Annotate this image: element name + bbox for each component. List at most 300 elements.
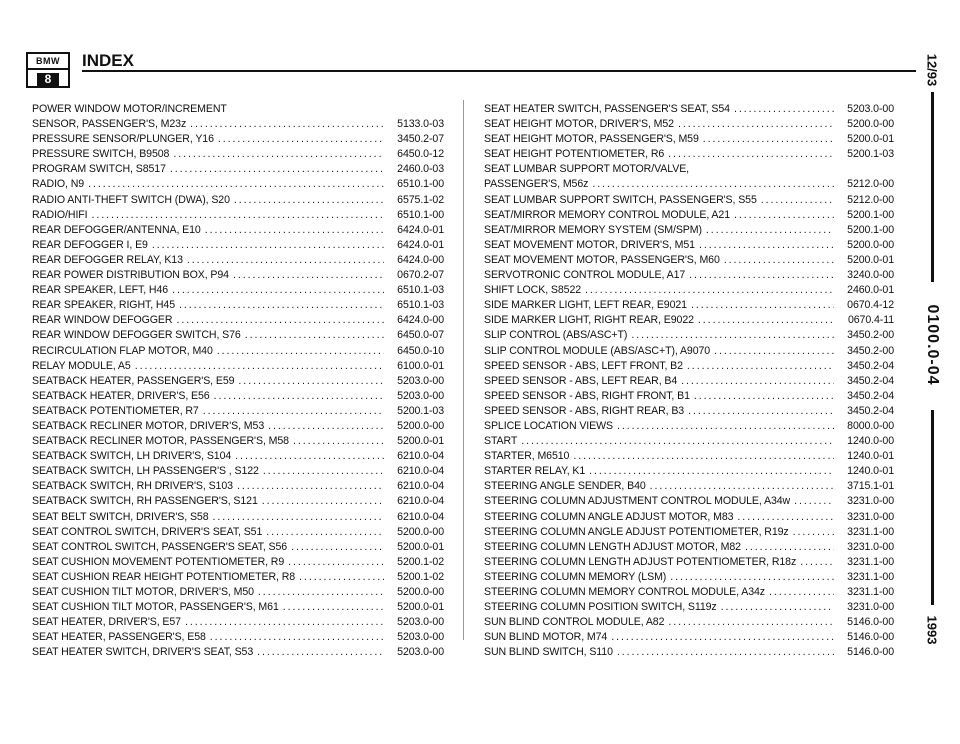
index-entry (32, 253, 444, 268)
dot-leader (724, 253, 834, 268)
entry-name: SHIFT LOCK, S8522 (484, 284, 582, 297)
index-entry (32, 313, 444, 328)
entry-name: SEAT HEATER SWITCH, PASSENGER'S SEAT, S54 (484, 103, 730, 115)
logo-series-mark: 8 (37, 73, 60, 86)
index-entry (484, 102, 894, 117)
dot-leader (687, 359, 834, 374)
entry-name: SPEED SENSOR - ABS, LEFT FRONT, B2 (484, 359, 683, 372)
entry-page-code: 5200.1-00 (847, 223, 894, 236)
dot-leader (263, 464, 384, 479)
dot-leader (268, 419, 384, 434)
bmw-8-series-logo (26, 52, 70, 88)
dot-leader (283, 600, 384, 615)
entry-page-code: 3450.2-07 (397, 133, 444, 146)
entry-page-code: 6210.0-04 (397, 510, 444, 523)
entry-name: SEAT CONTROL SWITCH, DRIVER'S SEAT, S51 (32, 525, 263, 538)
entry-page-code: 6450.0-07 (397, 329, 444, 342)
entry-name: SEAT CUSHION TILT MOTOR, DRIVER'S, M50 (32, 586, 254, 598)
index-entry (484, 117, 894, 132)
dot-leader (179, 298, 384, 313)
index-entry (32, 359, 444, 374)
sidebar-year: 1993 (924, 615, 940, 645)
entry-page-code: 2460.0-01 (847, 284, 894, 297)
dot-leader (689, 268, 834, 283)
dot-leader (670, 570, 834, 585)
index-entry (32, 630, 444, 645)
entry-page-code: 6210.0-04 (397, 465, 444, 478)
entry-page-code: 3450.2-00 (847, 329, 894, 342)
index-entry (484, 540, 894, 555)
index-entry (32, 268, 444, 283)
dot-leader (210, 630, 384, 645)
entry-page-code: 5200.0-00 (397, 525, 444, 538)
entry-name: POWER WINDOW MOTOR/INCREMENT (32, 103, 227, 115)
entry-name: SEAT/MIRROR MEMORY CONTROL MODULE, A21 (484, 208, 730, 221)
entry-name: STEERING COLUMN POSITION SWITCH, S119z (484, 601, 717, 614)
entry-name: SEAT CUSHION TILT MOTOR, PASSENGER'S, M61 (32, 601, 279, 614)
entry-name: SPEED SENSOR - ABS, LEFT REAR, B4 (484, 374, 678, 387)
index-entry (484, 132, 894, 147)
dot-leader (699, 238, 834, 253)
entry-page-code: 5146.0-00 (847, 616, 894, 629)
entry-page-code: 8000.0-00 (847, 419, 894, 432)
entry-name: SIDE MARKER LIGHT, LEFT REAR, E9021 (484, 299, 687, 312)
entry-page-code: 0670.4-12 (847, 299, 894, 312)
entry-page-code: 6510.1-00 (397, 178, 444, 191)
dot-leader (92, 208, 384, 223)
dot-leader (266, 525, 384, 540)
entry-name: SEAT MOVEMENT MOTOR, DRIVER'S, M51 (484, 238, 695, 251)
entry-page-code: 6424.0-00 (397, 253, 444, 266)
entry-name: SEATBACK SWITCH, RH PASSENGER'S, S121 (32, 495, 258, 508)
entry-page-code: 3231.0-00 (847, 510, 894, 523)
index-entry (484, 600, 894, 615)
entry-name: SIDE MARKER LIGHT, RIGHT REAR, E9022 (484, 314, 694, 327)
entry-name: SEAT MOVEMENT MOTOR, PASSENGER'S, M60 (484, 253, 720, 266)
index-entry (32, 615, 444, 630)
dot-leader (800, 555, 834, 570)
entry-name: STEERING ANGLE SENDER, B40 (484, 480, 646, 493)
index-entry (484, 434, 894, 449)
index-entry (32, 344, 444, 359)
dot-leader (694, 389, 834, 404)
dot-leader (238, 374, 384, 389)
dot-leader (170, 162, 384, 177)
entry-name: STARTER, M6510 (484, 450, 570, 463)
index-entry (484, 570, 894, 585)
entry-page-code: 5200.0-00 (397, 419, 444, 432)
dot-leader (678, 117, 834, 132)
dot-leader (258, 585, 384, 600)
dot-leader (734, 102, 834, 117)
index-entry (484, 404, 894, 419)
dot-leader (617, 645, 834, 660)
entry-name: SLIP CONTROL (ABS/ASC+T) (484, 329, 628, 342)
entry-name: SEAT CUSHION MOVEMENT POTENTIOMETER, R9 (32, 555, 285, 568)
entry-page-code: 5203.0-00 (397, 389, 444, 402)
index-entry (484, 479, 894, 494)
entry-page-code: 6424.0-01 (397, 238, 444, 251)
entry-name: SEAT LUMBAR SUPPORT SWITCH, PASSENGER'S, S55 (484, 193, 757, 206)
entry-name: PRESSURE SENSOR/PLUNGER, Y16 (32, 133, 214, 146)
entry-page-code: 5200.1-03 (397, 404, 444, 417)
entry-name: SEATBACK HEATER, PASSENGER'S, E59 (32, 374, 235, 387)
page-sidebar (912, 50, 952, 650)
dot-leader (769, 585, 834, 600)
dot-leader (521, 434, 834, 449)
index-entry (32, 570, 444, 585)
entry-name: REAR WINDOW DEFOGGER (32, 314, 173, 327)
entry-name: SEAT/MIRROR MEMORY SYSTEM (SM/SPM) (484, 223, 702, 236)
page-title: INDEX (82, 51, 134, 70)
entry-page-code: 2460.0-03 (397, 163, 444, 176)
index-entry (484, 162, 894, 177)
dot-leader (714, 344, 834, 359)
entry-page-code: 5200.0-01 (397, 540, 444, 553)
entry-name: STEERING COLUMN MEMORY CONTROL MODULE, A34z (484, 586, 765, 598)
entry-page-code: 6210.0-04 (397, 480, 444, 493)
entry-page-code: 1240.0-01 (847, 465, 894, 478)
entry-name: REAR DEFOGGER I, E9 (32, 238, 148, 251)
entry-page-code: 5133.0-03 (397, 118, 444, 131)
entry-page-code: 3715.1-01 (847, 480, 894, 493)
entry-name: SEAT LUMBAR SUPPORT MOTOR/VALVE, (484, 163, 690, 176)
index-entry (32, 510, 444, 525)
entry-page-code: 5200.0-01 (847, 133, 894, 146)
entry-name: SUN BLIND CONTROL MODULE, A82 (484, 616, 665, 629)
dot-leader (299, 570, 384, 585)
entry-page-code: 6424.0-01 (397, 223, 444, 236)
entry-page-code: 5203.0-00 (397, 631, 444, 644)
entry-page-code: 5200.0-00 (397, 586, 444, 598)
entry-page-code: 3231.1-00 (847, 525, 894, 538)
index-entry (484, 268, 894, 283)
entry-name: STEERING COLUMN LENGTH ADJUST MOTOR, M82 (484, 540, 741, 553)
dot-leader (573, 449, 834, 464)
entry-name: RADIO ANTI-THEFT SWITCH (DWA), S20 (32, 193, 230, 206)
dot-leader (257, 645, 384, 660)
page-header (26, 52, 916, 88)
entry-name: SEAT HEATER, PASSENGER'S, E58 (32, 631, 206, 644)
entry-name: SEAT HEIGHT MOTOR, PASSENGER'S, M59 (484, 133, 699, 146)
index-entry (32, 645, 444, 660)
entry-name: SEAT HEIGHT POTENTIOMETER, R6 (484, 148, 665, 161)
dot-leader (176, 313, 384, 328)
dot-leader (681, 374, 834, 389)
index-entry (484, 238, 894, 253)
dot-leader (205, 223, 384, 238)
dot-leader (235, 449, 384, 464)
dot-leader (617, 419, 834, 434)
index-entry (484, 283, 894, 298)
sidebar-rule-bottom (931, 410, 934, 605)
entry-name: STEERING COLUMN ANGLE ADJUST POTENTIOMETER, R19z (484, 525, 789, 538)
entry-name: REAR WINDOW DEFOGGER SWITCH, S76 (32, 329, 241, 342)
index-entry (32, 585, 444, 600)
entry-page-code: 5203.0-00 (397, 616, 444, 629)
entry-page-code: 6100.0-01 (397, 359, 444, 372)
entry-name: PROGRAM SWITCH, S8517 (32, 163, 166, 176)
entry-page-code: 5200.0-00 (847, 118, 894, 131)
entry-page-code: 6510.1-00 (397, 208, 444, 221)
dot-leader (190, 117, 384, 132)
entry-page-code: 5146.0-00 (847, 646, 894, 659)
dot-leader (245, 328, 384, 343)
entry-page-code: 6510.1-03 (397, 299, 444, 312)
entry-page-code: 5200.0-01 (847, 253, 894, 266)
entry-name: STARTER RELAY, K1 (484, 465, 586, 478)
index-entry (32, 208, 444, 223)
column-divider (463, 100, 464, 640)
dot-leader (611, 630, 834, 645)
entry-page-code: 3450.2-04 (847, 404, 894, 417)
dot-leader (668, 147, 834, 162)
entry-page-code: 3231.1-00 (847, 586, 894, 598)
dot-leader (234, 193, 384, 208)
dot-leader (737, 510, 834, 525)
dot-leader (650, 479, 834, 494)
entry-page-code: 6510.1-03 (397, 284, 444, 297)
entry-page-code: 5146.0-00 (847, 631, 894, 644)
entry-page-code: 5200.1-03 (847, 148, 894, 161)
entry-page-code: 6210.0-04 (397, 495, 444, 508)
entry-name: SEATBACK SWITCH, LH PASSENGER'S , S122 (32, 465, 259, 478)
dot-leader (698, 313, 834, 328)
entry-name: PRESSURE SWITCH, B9508 (32, 148, 170, 161)
entry-page-code: 3231.0-00 (847, 601, 894, 614)
entry-name: SERVOTRONIC CONTROL MODULE, A17 (484, 269, 686, 282)
entry-name: RECIRCULATION FLAP MOTOR, M40 (32, 344, 213, 357)
index-entry (32, 193, 444, 208)
entry-name: RADIO, N9 (32, 178, 85, 191)
dot-leader (88, 177, 384, 192)
entry-page-code: 5203.0-00 (397, 374, 444, 387)
index-entry (32, 238, 444, 253)
entry-name: REAR SPEAKER, RIGHT, H45 (32, 299, 176, 312)
entry-page-code: 3231.0-00 (847, 495, 894, 508)
index-entry (32, 117, 444, 132)
index-entry (484, 177, 894, 192)
entry-page-code: 3450.2-04 (847, 374, 894, 387)
entry-name: SEATBACK POTENTIOMETER, R7 (32, 404, 199, 417)
dot-leader (135, 359, 384, 374)
entry-page-code: 5200.0-01 (397, 601, 444, 614)
index-entry (484, 313, 894, 328)
index-entry (32, 298, 444, 313)
entry-page-code: 5203.0-00 (847, 103, 894, 115)
index-entry (32, 132, 444, 147)
entry-name: SUN BLIND MOTOR, M74 (484, 631, 608, 644)
index-entry (484, 615, 894, 630)
index-entry (484, 449, 894, 464)
entry-name: SENSOR, PASSENGER'S, M23z (32, 118, 187, 131)
entry-page-code: 6450.0-12 (397, 148, 444, 161)
index-entry (484, 630, 894, 645)
dot-leader (761, 193, 834, 208)
dot-leader (218, 132, 384, 147)
index-entry (32, 540, 444, 555)
entry-name: STEERING COLUMN ANGLE ADJUST MOTOR, M83 (484, 510, 734, 523)
index-entry (484, 645, 894, 660)
dot-leader (592, 177, 834, 192)
index-entry (484, 585, 894, 600)
dot-leader (173, 147, 384, 162)
index-entry (484, 298, 894, 313)
entry-name: SPEED SENSOR - ABS, RIGHT REAR, B3 (484, 404, 685, 417)
dot-leader (703, 132, 834, 147)
index-entry (484, 525, 894, 540)
dot-leader (721, 600, 834, 615)
dot-leader (589, 464, 834, 479)
index-entry (32, 434, 444, 449)
dot-leader (203, 404, 384, 419)
entry-page-code: 6450.0-10 (397, 344, 444, 357)
dot-leader (187, 253, 384, 268)
entry-page-code: 5200.1-02 (397, 570, 444, 583)
index-entry (32, 389, 444, 404)
dot-leader (152, 238, 384, 253)
entry-page-code: 0670.4-11 (847, 314, 894, 327)
entry-page-code: 3450.2-00 (847, 344, 894, 357)
entry-name: SEAT HEATER, DRIVER'S, E57 (32, 616, 181, 629)
entry-page-code: 3450.2-04 (847, 389, 894, 402)
dot-leader (631, 328, 834, 343)
index-entry (484, 147, 894, 162)
index-entry (484, 389, 894, 404)
dot-leader (293, 434, 384, 449)
index-entry (484, 419, 894, 434)
dot-leader (706, 223, 834, 238)
entry-name: PASSENGER'S, M56z (484, 178, 589, 191)
entry-name: SEAT HEATER SWITCH, DRIVER'S SEAT, S53 (32, 646, 254, 659)
index-entry (484, 344, 894, 359)
header-rule (82, 70, 916, 72)
dot-leader (233, 268, 384, 283)
entry-name: REAR DEFOGGER/ANTENNA, E10 (32, 223, 201, 236)
entry-page-code: 6424.0-00 (397, 314, 444, 327)
index-entry (32, 147, 444, 162)
dot-leader (217, 344, 384, 359)
index-entry (32, 328, 444, 343)
dot-leader (172, 283, 384, 298)
dot-leader (214, 389, 384, 404)
entry-name: STEERING COLUMN ADJUSTMENT CONTROL MODULE, A34w (484, 495, 791, 508)
index-entry (484, 510, 894, 525)
entry-name: SEATBACK RECLINER MOTOR, DRIVER'S, M53 (32, 419, 265, 432)
index-entry (484, 193, 894, 208)
index-entry (32, 464, 444, 479)
entry-name: RADIO/HIFI (32, 208, 88, 221)
dot-leader (688, 404, 834, 419)
index-entry (484, 253, 894, 268)
entry-name: STEERING COLUMN MEMORY (LSM) (484, 570, 667, 583)
dot-leader (585, 283, 834, 298)
entry-page-code: 1240.0-00 (847, 435, 894, 448)
dot-leader (668, 615, 834, 630)
entry-page-code: 3240.0-00 (847, 269, 894, 282)
entry-page-code: 5200.0-01 (397, 435, 444, 448)
entry-page-code: 1240.0-01 (847, 450, 894, 463)
dot-leader (288, 555, 384, 570)
index-entry (32, 374, 444, 389)
entry-page-code: 5200.1-02 (397, 555, 444, 568)
index-entry (32, 419, 444, 434)
entry-name: SLIP CONTROL MODULE (ABS/ASC+T), A9070 (484, 344, 711, 357)
dot-leader (262, 494, 384, 509)
entry-page-code: 3231.0-00 (847, 540, 894, 553)
entry-name: SEAT CUSHION REAR HEIGHT POTENTIOMETER, R8 (32, 570, 296, 583)
index-entry (484, 223, 894, 238)
entry-page-code: 5200.1-00 (847, 208, 894, 221)
index-entry (32, 449, 444, 464)
index-entry (484, 555, 894, 570)
index-column-left (32, 102, 444, 660)
index-entry (32, 494, 444, 509)
entry-name: STEERING COLUMN LENGTH ADJUST POTENTIOMETER, R18z (484, 555, 797, 568)
dot-leader (691, 298, 834, 313)
sidebar-doc-code: 0100.0-04 (924, 304, 941, 386)
entry-name: SEAT CONTROL SWITCH, PASSENGER'S SEAT, S56 (32, 540, 288, 553)
entry-name: SPLICE LOCATION VIEWS (484, 419, 613, 432)
entry-page-code: 5203.0-00 (397, 646, 444, 659)
entry-page-code: 5212.0-00 (847, 178, 894, 191)
sidebar-rule-top (931, 92, 934, 282)
entry-name: RELAY MODULE, A5 (32, 359, 131, 372)
index-entry (32, 600, 444, 615)
entry-name: SEATBACK SWITCH, RH DRIVER'S, S103 (32, 480, 233, 493)
index-entry (32, 479, 444, 494)
dot-leader (185, 615, 384, 630)
entry-name: SPEED SENSOR - ABS, RIGHT FRONT, B1 (484, 389, 690, 402)
index-entry (32, 223, 444, 238)
dot-leader (794, 494, 834, 509)
dot-leader (793, 525, 834, 540)
entry-page-code: 0670.2-07 (397, 269, 444, 282)
entry-page-code: 5212.0-00 (847, 193, 894, 206)
index-entry (32, 525, 444, 540)
entry-page-code: 5200.0-00 (847, 238, 894, 251)
entry-page-code: 3231.1-00 (847, 570, 894, 583)
dot-leader (745, 540, 834, 555)
entry-name: SEATBACK SWITCH, LH DRIVER'S, S104 (32, 450, 232, 463)
index-entry (484, 359, 894, 374)
index-entry (32, 404, 444, 419)
dot-leader (237, 479, 384, 494)
entry-name: START (484, 435, 518, 448)
index-entry (32, 555, 444, 570)
dot-leader (213, 510, 384, 525)
entry-name: REAR SPEAKER, LEFT, H46 (32, 284, 169, 297)
entry-name: REAR DEFOGGER RELAY, K13 (32, 253, 183, 266)
logo-brand-text: BMW (28, 54, 68, 70)
index-entry (32, 102, 444, 117)
index-entry (32, 283, 444, 298)
dot-leader (734, 208, 834, 223)
entry-name: SEAT BELT SWITCH, DRIVER'S, S58 (32, 510, 209, 523)
entry-name: SEAT HEIGHT MOTOR, DRIVER'S, M52 (484, 118, 674, 131)
entry-name: REAR POWER DISTRIBUTION BOX, P94 (32, 269, 229, 282)
index-entry (484, 328, 894, 343)
dot-leader (291, 540, 384, 555)
entry-page-code: 6575.1-02 (397, 193, 444, 206)
entry-name: SEATBACK HEATER, DRIVER'S, E56 (32, 389, 210, 402)
entry-name: SUN BLIND SWITCH, S110 (484, 646, 613, 659)
index-entry (484, 464, 894, 479)
entry-page-code: 3231.1-00 (847, 555, 894, 568)
entry-name: SEATBACK RECLINER MOTOR, PASSENGER'S, M58 (32, 435, 289, 448)
entry-page-code: 3450.2-04 (847, 359, 894, 372)
index-column-right (484, 102, 894, 660)
